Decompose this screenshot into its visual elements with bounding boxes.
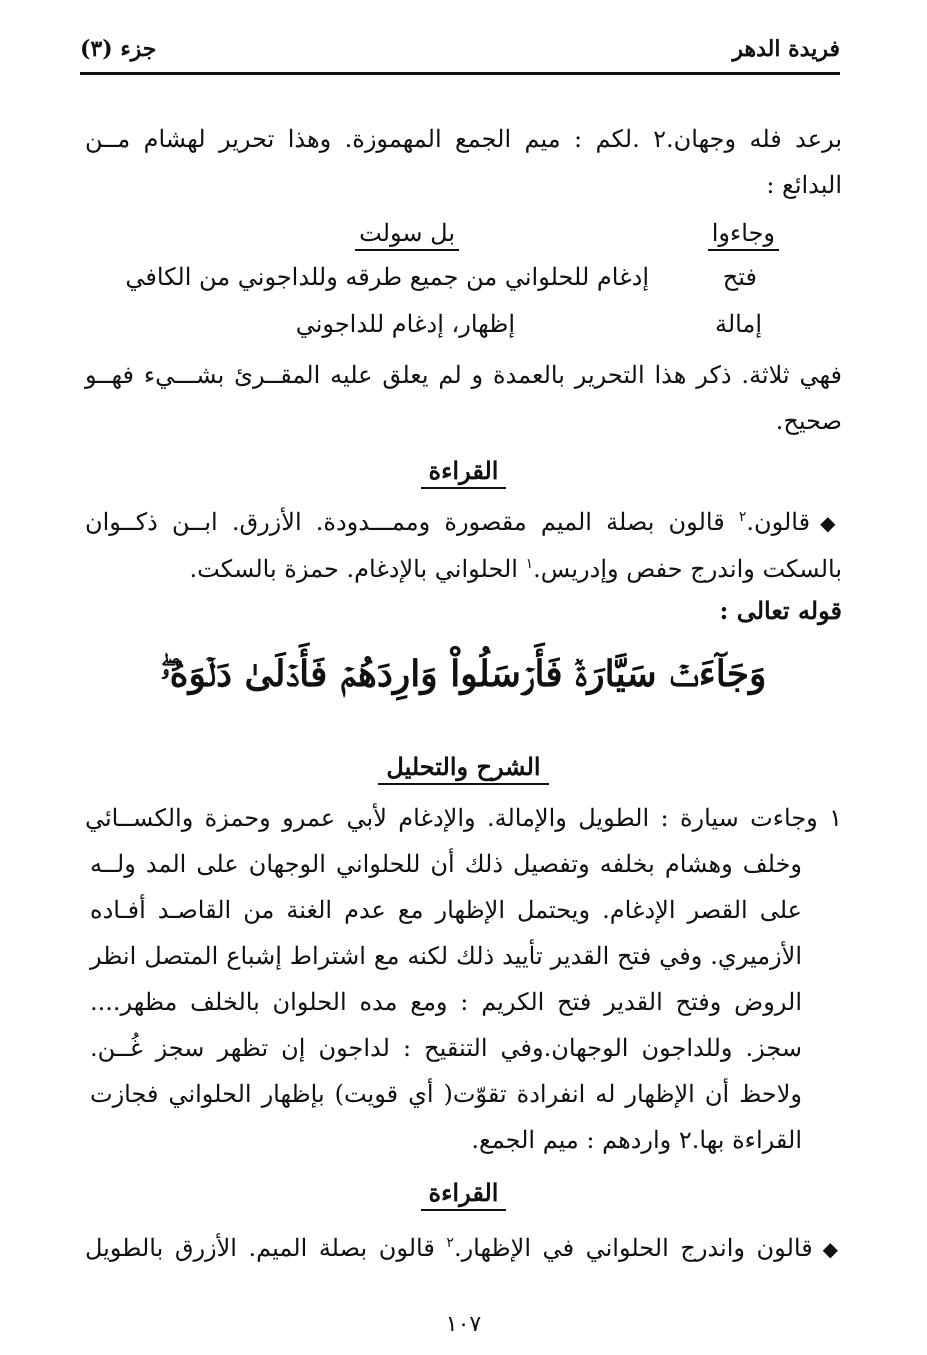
table-head-right: وجاءوا [708, 210, 779, 256]
commentary-line: على القصر الإدغام. ويحتمل الإظهار مع عدم الغنة من القاصـد أفـاده [90, 896, 802, 924]
intro-line-2: البدائع : [766, 171, 842, 199]
table-row-value: إدغام للحلواني من جميع طرقه وللداجوني من الكافي [125, 263, 649, 291]
note-line-1: فهي ثلاثة. ذكر هذا التحرير بالعمدة و لم يعلق عليه المقــرئ بشـــيء فهــو [85, 361, 842, 389]
reading-1-line-2: بالسكت واندرج حفص وإدريس.$^١$ الحلواني بالإدغام. حمزة بالسكت. [189, 555, 842, 583]
commentary-line: الأزميري. وفي فتح القدير تأييد ذلك لكنه مع اشتراط إشباع المتصل انظر [90, 942, 802, 970]
section-heading-reading-2: القراءة [0, 1170, 927, 1216]
page-number: ١٠٧ [445, 1312, 482, 1337]
header-rule [80, 72, 840, 75]
intro-line-1: برعد فله وجهان.٢ .لكم : ميم الجمع المهموزة. وهذا تحرير لهشام مــن [85, 125, 842, 153]
footnote-marker: ٢ [738, 509, 747, 525]
note-line-2: صحيح. [775, 407, 842, 435]
book-title: فريدة الدهر [732, 36, 840, 62]
commentary-line: وخلف وهشام بخلفه وتفصيل ذلك أن للحلواني الوجهان على المد ولــه [90, 850, 802, 878]
section-heading-reading-1: القراءة [0, 448, 927, 494]
commentary-line: ١ وجاءت سيارة : الطويل والإمالة. والإدغام لأبي عمرو وحمزة والكســائي [85, 804, 842, 832]
commentary-line: القراءة بها.٢ واردهم : ميم الجمع. [471, 1126, 802, 1154]
table-row-label: إمالة [714, 310, 762, 338]
table-row-label: فتح [722, 263, 757, 291]
part-number: جزء (٣) [80, 36, 157, 62]
commentary-line: الروض وفتح القدير فتح الكريم : ومع مده الحلوان بالخلف مظهر.... [90, 988, 802, 1016]
table-row-value: إظهار، إدغام للداجوني [295, 310, 515, 338]
diamond-bullet-icon: ◆ [820, 511, 842, 535]
table-head-left: بل سولت [355, 210, 459, 256]
quran-verse: وَجَآءَتۡ سَيَّارَةٞ فَأَرۡسَلُواْ وَارِدَهُمۡ فَأَدۡلَىٰ دَلۡوَهُۥۖ [160, 653, 767, 695]
section-heading-commentary: الشرح والتحليل [0, 744, 927, 790]
reading-2-line-1: ◆قالون واندرج الحلواني في الإظهار.$^٢$ قالون بصلة الميم. الأزرق بالطويل [85, 1234, 842, 1262]
diamond-bullet-icon: ◆ [822, 1237, 842, 1261]
commentary-line: ولاحظ أن الإظهار له انفرادة تقوّت( أي قويت) بإظهار الحلواني فجازت [90, 1080, 802, 1108]
footnote-marker: ١ [525, 556, 534, 572]
reading-1-line-1: ◆قالون.$^٢$ قالون بصلة الميم مقصورة وممـــدودة. الأزرق. ابــن ذكــوان [85, 508, 842, 536]
commentary-line: سجز. وللداجون الوجهان.وفي التنقيح : لداجون إن تظهر سجز غُــن. [90, 1034, 802, 1062]
footnote-marker: ٢ [446, 1235, 454, 1251]
running-header [80, 30, 840, 72]
verse-intro: قوله تعالى : [719, 596, 842, 625]
